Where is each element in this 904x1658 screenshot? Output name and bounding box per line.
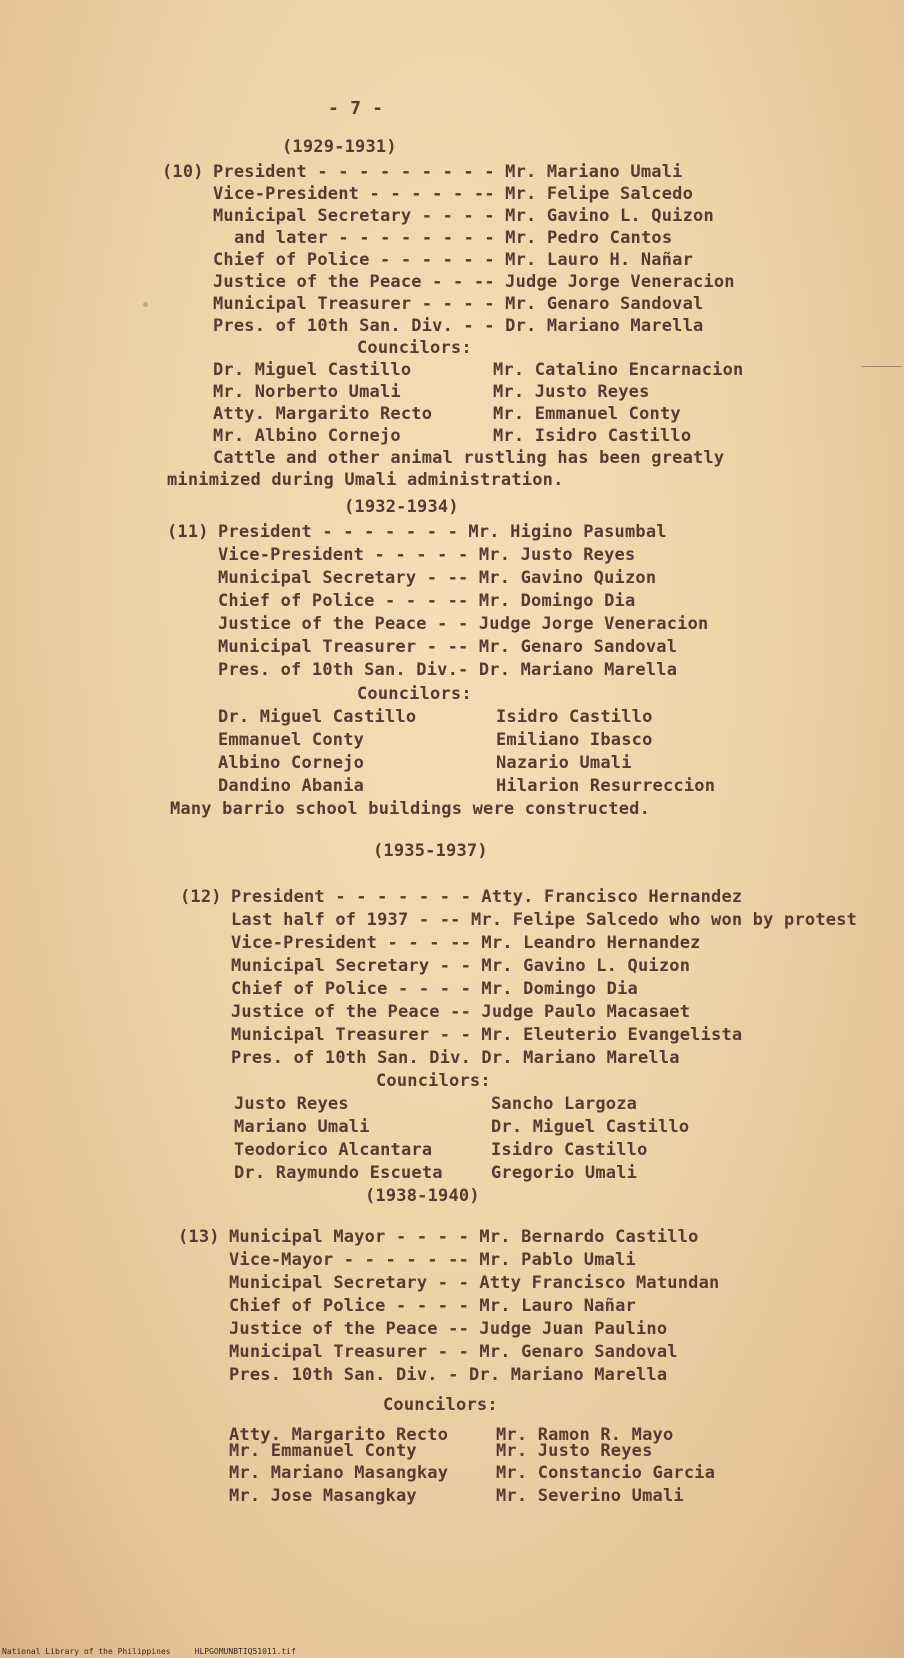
officer-line: Municipal Treasurer - - - - Mr. Genaro Sandoval (213, 294, 704, 314)
officer-line: Municipal Secretary - - Atty Francisco Matundan (229, 1273, 720, 1293)
scan-footer: National Library of the Philippines HLPGOMUNBTIQ51011.tif (2, 1647, 296, 1656)
councilor-name: Mr. Justo Reyes (496, 1441, 653, 1461)
councilor-name: Mr. Justo Reyes (493, 382, 650, 402)
entry-number: (10) (162, 162, 204, 182)
councilor-name: Mr. Constancio Garcia (496, 1463, 716, 1483)
councilor-name: Isidro Castillo (491, 1140, 648, 1160)
councilor-name: Mariano Umali (234, 1117, 370, 1137)
councilor-name: Atty. Margarito Recto (213, 404, 433, 424)
officer-line: and later - - - - - - - - Mr. Pedro Cantos (234, 228, 673, 248)
councilor-name: Mr. Ramon R. Mayo (496, 1425, 674, 1445)
councilor-name: Mr. Jose Masangkay (229, 1486, 417, 1506)
councilor-name: Nazario Umali (496, 753, 632, 773)
officer-line: Justice of the Peace - - Judge Jorge Veneracion (218, 614, 709, 634)
councilors-heading: Councilors: (357, 338, 472, 358)
officer-line: Vice-President - - - - - Mr. Justo Reyes (218, 545, 636, 565)
councilor-name: Mr. Emmanuel Conty (229, 1441, 417, 1461)
councilor-name: Emmanuel Conty (218, 730, 365, 750)
councilor-name: Dr. Raymundo Escueta (234, 1163, 443, 1183)
officer-line: Last half of 1937 - -- Mr. Felipe Salcedo who won by protest (231, 910, 858, 930)
officer-line: Pres. of 10th San. Div. Dr. Mariano Marella (231, 1048, 680, 1068)
councilor-name: Justo Reyes (234, 1094, 349, 1114)
entry-number: (13) (178, 1227, 220, 1247)
councilor-name: Dr. Miguel Castillo (218, 707, 417, 727)
entry-number: (11) (167, 522, 209, 542)
period-heading: (1932-1934) (344, 497, 459, 517)
note-text: minimized during Umali administration. (167, 470, 564, 490)
officer-line: Chief of Police - - - -- Mr. Domingo Dia (218, 591, 636, 611)
paper-speck (143, 302, 148, 307)
councilor-name: Mr. Isidro Castillo (493, 426, 692, 446)
entry-number: (12) (180, 887, 222, 907)
officer-line: Municipal Treasurer - - Mr. Genaro Sandoval (229, 1342, 678, 1362)
note-text: Cattle and other animal rustling has been greatly (213, 448, 725, 468)
officer-line: Pres. of 10th San. Div. - - Dr. Mariano Marella (213, 316, 704, 336)
councilor-name: Dandino Abania (218, 776, 365, 796)
officer-line: Pres. 10th San. Div. - Dr. Mariano Marella (229, 1365, 668, 1385)
officer-line: Vice-President - - - -- Mr. Leandro Hernandez (231, 933, 701, 953)
officer-line: President - - - - - - - Mr. Higino Pasumbal (218, 522, 667, 542)
councilor-name: Hilarion Resurreccion (496, 776, 716, 796)
councilor-name: Emiliano Ibasco (496, 730, 653, 750)
officer-line: Municipal Secretary - -- Mr. Gavino Quizon (218, 568, 657, 588)
officer-line: Pres. of 10th San. Div.- Dr. Mariano Marella (218, 660, 678, 680)
officer-line: President - - - - - - - Atty. Francisco Hernandez (231, 887, 743, 907)
page-number: - 7 - (328, 98, 384, 119)
councilor-name: Atty. Margarito Recto (229, 1425, 449, 1445)
officer-line: Municipal Secretary - - Mr. Gavino L. Quizon (231, 956, 691, 976)
note-text: Many barrio school buildings were constructed. (170, 799, 651, 819)
councilor-name: Mr. Emmanuel Conty (493, 404, 681, 424)
paper-mark (862, 366, 902, 367)
officer-line: Municipal Secretary - - - - Mr. Gavino L. Quizon (213, 206, 714, 226)
officer-line: Justice of the Peace -- Judge Paulo Macasaet (231, 1002, 691, 1022)
period-heading: (1929-1931) (282, 137, 397, 157)
councilors-heading: Councilors: (383, 1395, 498, 1415)
councilor-name: Isidro Castillo (496, 707, 653, 727)
councilor-name: Teodorico Alcantara (234, 1140, 433, 1160)
councilor-name: Mr. Severino Umali (496, 1486, 684, 1506)
councilor-name: Sancho Largoza (491, 1094, 638, 1114)
councilor-name: Mr. Mariano Masangkay (229, 1463, 449, 1483)
councilor-name: Mr. Norberto Umali (213, 382, 401, 402)
officer-line: Justice of the Peace - - -- Judge Jorge Veneracion (213, 272, 735, 292)
councilor-name: Dr. Miguel Castillo (491, 1117, 690, 1137)
councilors-heading: Councilors: (376, 1071, 491, 1091)
councilor-name: Dr. Miguel Castillo (213, 360, 412, 380)
councilor-name: Mr. Albino Cornejo (213, 426, 401, 446)
period-heading: (1938-1940) (365, 1186, 480, 1206)
officer-line: Justice of the Peace -- Judge Juan Paulino (229, 1319, 668, 1339)
officer-line: Chief of Police - - - - Mr. Domingo Dia (231, 979, 638, 999)
officer-line: Vice-Mayor - - - - - -- Mr. Pablo Umali (229, 1250, 636, 1270)
councilor-name: Gregorio Umali (491, 1163, 638, 1183)
officer-line: Chief of Police - - - - - - Mr. Lauro H. Nañar (213, 250, 694, 270)
councilor-name: Albino Cornejo (218, 753, 365, 773)
period-heading: (1935-1937) (373, 841, 488, 861)
officer-line: Chief of Police - - - - Mr. Lauro Nañar (229, 1296, 636, 1316)
officer-line: Municipal Mayor - - - - Mr. Bernardo Castillo (229, 1227, 699, 1247)
councilors-heading: Councilors: (357, 684, 472, 704)
officer-line: President - - - - - - - - - Mr. Mariano Umali (213, 162, 683, 182)
officer-line: Municipal Treasurer - -- Mr. Genaro Sandoval (218, 637, 678, 657)
officer-line: Vice-President - - - - - -- Mr. Felipe Salcedo (213, 184, 694, 204)
officer-line: Municipal Treasurer - - Mr. Eleuterio Evangelista (231, 1025, 743, 1045)
councilor-name: Mr. Catalino Encarnacion (493, 360, 744, 380)
